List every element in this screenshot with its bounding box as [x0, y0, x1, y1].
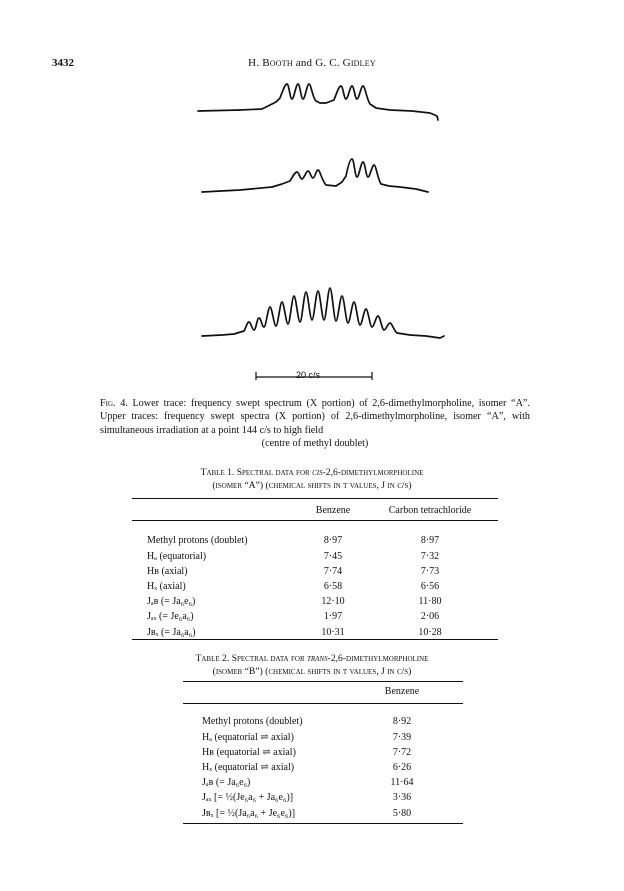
cell: 6·26 [392, 762, 412, 774]
table-row [147, 594, 487, 609]
table2-top-rule [183, 681, 463, 682]
table2-header-row [202, 684, 440, 699]
cell: 2·06 [420, 611, 440, 623]
row-label: Jₐₓ [= ½(Je₆a₆ + Ja₆e₆)] [202, 792, 294, 804]
cell: 3·36 [392, 792, 412, 804]
table1-title-em: cis [312, 467, 323, 478]
figure-caption-lead: Fig. 4. [100, 398, 128, 409]
table-row [147, 609, 487, 624]
cell: 12·10 [321, 596, 345, 608]
table-row [202, 775, 440, 790]
cell: 6·58 [323, 581, 343, 593]
row-label: Hₐ (equatorial ⇌ axial) [202, 731, 294, 743]
upper-trace-2 [202, 159, 428, 192]
row-label: Methyl protons (doublet) [147, 535, 248, 547]
author2-surname: Gidley [342, 57, 376, 69]
row-label: Jʙₓ [= ½(Ja₆a₆ + Je₆e₆)] [202, 807, 296, 819]
cell: 6·56 [420, 581, 440, 593]
author2-initials: G. C. [315, 57, 340, 69]
cell: 11·80 [418, 596, 442, 608]
cell: 7·45 [323, 550, 343, 562]
cell: 5·80 [392, 807, 412, 819]
cell: 7·74 [323, 565, 343, 577]
table-row [202, 714, 440, 729]
table2-subtitle: (isomer “B”) (chemical shifts in τ values, J in c/s) [212, 665, 412, 677]
table-row [202, 730, 440, 745]
figure-caption [100, 397, 530, 451]
table-row [202, 790, 440, 805]
table1-title-post: -2,6-dimethylmorpholine [322, 467, 424, 478]
table2-bottom-rule [183, 823, 463, 824]
spectrum-figure [0, 0, 624, 400]
page-number: 3432 [52, 57, 74, 69]
header-and: and [295, 57, 313, 69]
cell: 10·31 [321, 626, 345, 638]
cell: 11·64 [390, 777, 414, 789]
row-label: Hʙ (equatorial ⇌ axial) [202, 746, 296, 758]
cell: 7·32 [420, 550, 440, 562]
table-row [147, 533, 487, 548]
row-label: Hₓ (axial) [147, 581, 186, 593]
cell: 8·97 [420, 535, 440, 547]
table-row [147, 549, 487, 564]
table2-title-pre: Table 2. Spectral data for [195, 653, 308, 664]
table2 [202, 684, 440, 821]
cell: 7·73 [420, 565, 440, 577]
row-label: Jₐₓ (= Je₆a₆) [147, 611, 194, 623]
cell: 8·97 [323, 535, 343, 547]
cell: 1·97 [323, 611, 343, 623]
table2-title-em: trans [307, 653, 328, 664]
table1-col-benzene: Benzene [315, 505, 351, 517]
table-row [202, 806, 440, 821]
table2-title [0, 653, 624, 678]
table-row [202, 745, 440, 760]
table2-col-benzene: Benzene [384, 686, 420, 698]
table2-title-post: -2,6-dimethylmorpholine [327, 653, 429, 664]
row-label: Methyl protons (doublet) [202, 716, 303, 728]
author1-surname: Booth [262, 57, 293, 69]
table-row [147, 625, 487, 640]
scale-bar-label: 20 c/s [296, 370, 321, 380]
cell: 7·39 [392, 731, 412, 743]
row-label: Hₓ (equatorial ⇌ axial) [202, 762, 295, 774]
table1-subtitle: (isomer “A”) (chemical shifts in τ values, J in c/s) [212, 479, 412, 491]
cell: 7·72 [392, 746, 412, 758]
table1-col-ccl4: Carbon tetrachloride [388, 505, 472, 517]
table1-top-rule [132, 498, 498, 499]
row-label: Jʙₓ (= Ja₆a₆) [147, 626, 196, 638]
table-row [147, 579, 487, 594]
author1-initial: H. [248, 57, 260, 69]
cell: 10·28 [418, 626, 442, 638]
table1-bottom-rule [132, 639, 498, 640]
figure-caption-body: Lower trace: frequency swept spectrum (X portion) of 2,6-dimethylmorpholine, isomer “A”. Upper traces: frequency swept spectra (X portion) of 2,6-dimethylmorpholine, isomer “A”, with simultaneous irradiation at a point 144 c/s to high field [100, 398, 530, 436]
row-label: Hʙ (axial) [147, 565, 188, 577]
row-label: Hₐ (equatorial) [147, 550, 207, 562]
table1-title-pre: Table 1. Spectral data for [200, 467, 313, 478]
figure-caption-tail: (centre of methyl doublet) [261, 438, 369, 450]
row-label: Jₐʙ (= Ja₆e₆) [147, 596, 196, 608]
upper-trace-1 [198, 84, 438, 120]
cell: 8·92 [392, 716, 412, 728]
table1-title [0, 467, 624, 492]
row-label: Jₐʙ (= Ja₆e₆) [202, 777, 251, 789]
lower-trace [202, 288, 444, 338]
table1-header-row [147, 503, 487, 518]
table1 [147, 503, 487, 640]
table-row [202, 760, 440, 775]
table-row [147, 564, 487, 579]
